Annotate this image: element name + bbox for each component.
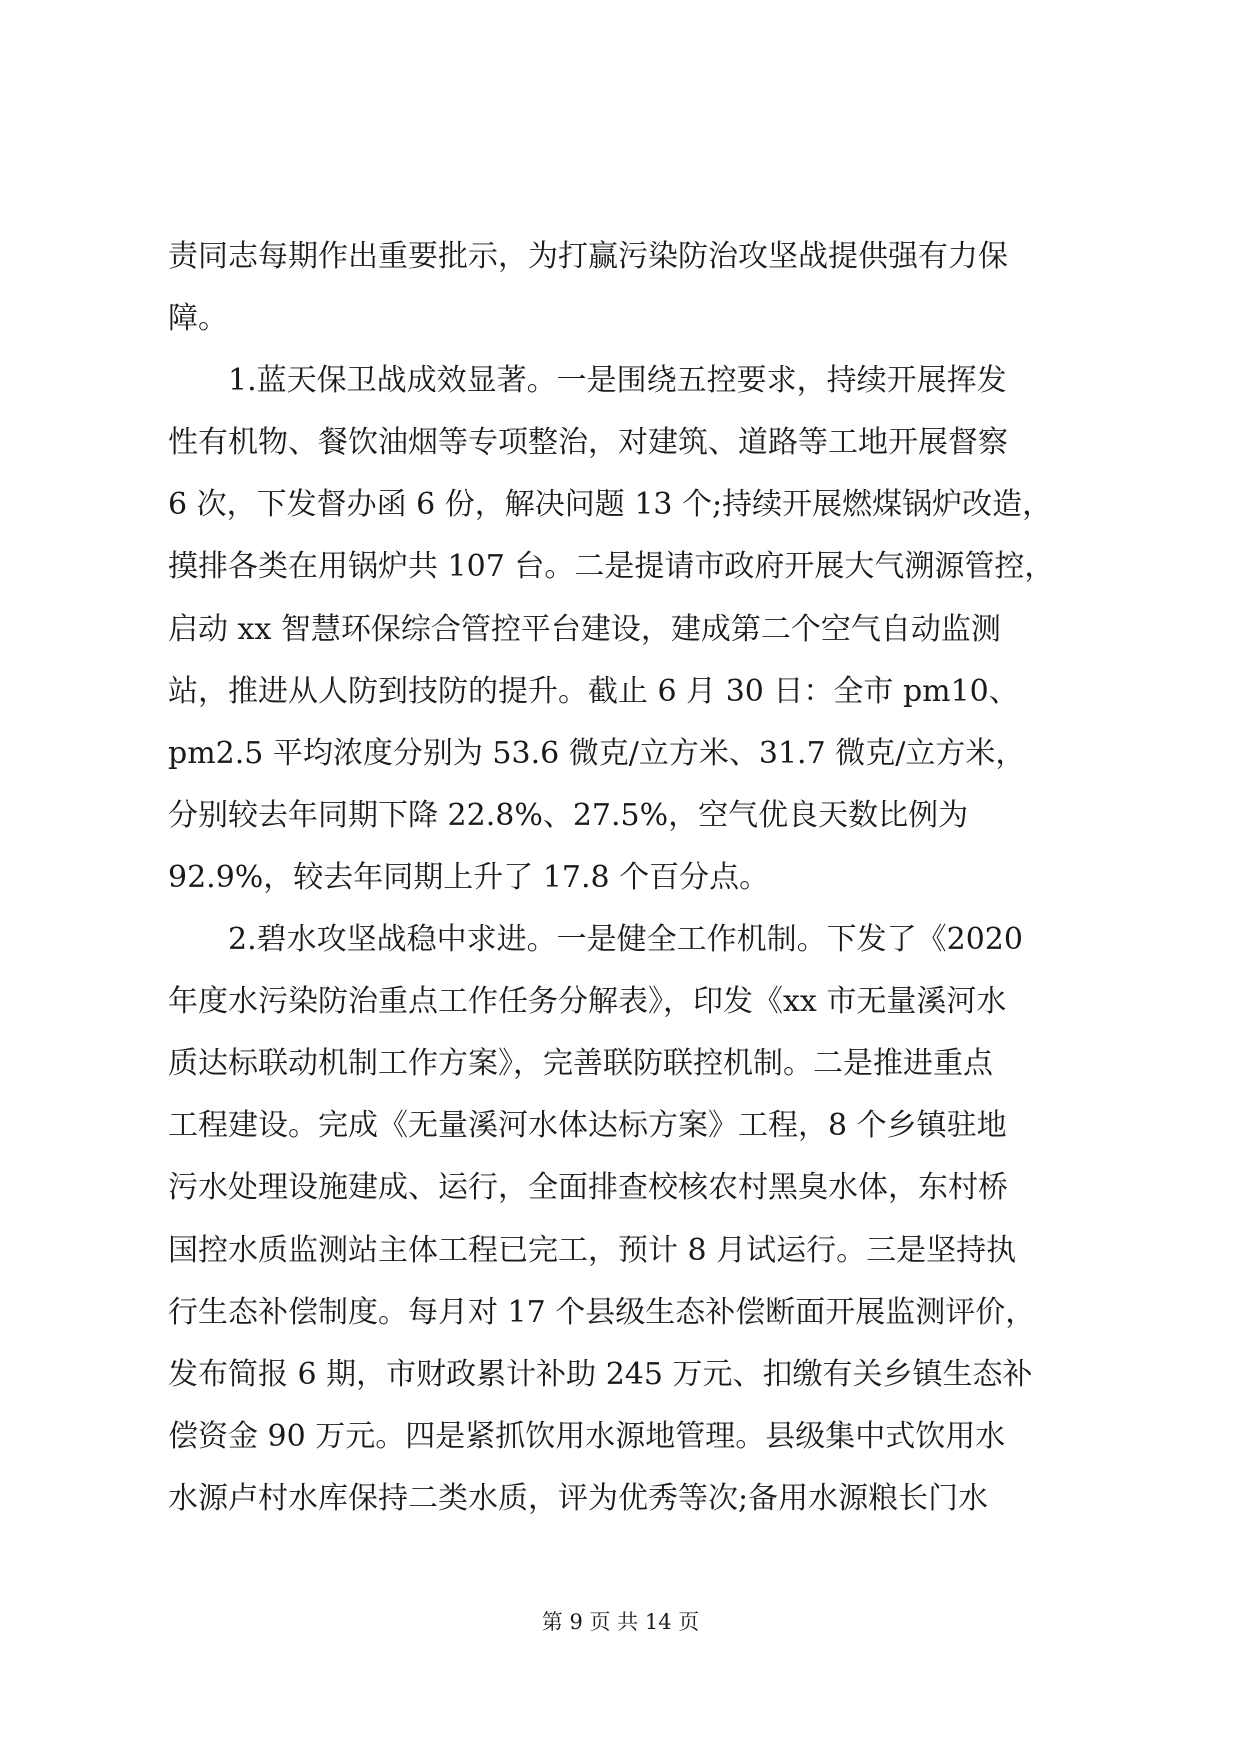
text-line: 6 次，下发督办函 6 份，解决问题 13 个;持续开展燃煤锅炉改造，	[168, 487, 1053, 523]
text-line: 年度水污染防治重点工作任务分解表》，印发《xx 市无量溪河水	[168, 984, 1007, 1020]
text-line: 1.蓝天保卫战成效显著。一是围绕五控要求，持续开展挥发	[168, 363, 1007, 399]
body-text	[168, 226, 1084, 1530]
text-line: 障。	[168, 301, 228, 337]
text-line: 国控水质监测站主体工程已完工，预计 8 月试运行。三是坚持执	[168, 1232, 1017, 1268]
text-line: 发布简报 6 期，市财政累计补助 245 万元、扣缴有关乡镇生态补	[168, 1356, 1033, 1392]
text-line: 2.碧水攻坚战稳中求进。一是健全工作机制。下发了《2020	[168, 922, 1023, 958]
text-line: 性有机物、餐饮油烟等专项整治，对建筑、道路等工地开展督察	[168, 425, 1008, 461]
text-line: 站，推进从人防到技防的提升。截止 6 月 30 日：全市 pm10、	[168, 673, 1019, 709]
text-line: pm2.5 平均浓度分别为 53.6 微克/立方米、31.7 微克/立方米，	[168, 735, 1026, 771]
page-footer: 第 9 页 共 14 页	[541, 1610, 700, 1634]
text-line: 工程建设。完成《无量溪河水体达标方案》工程，8 个乡镇驻地	[168, 1108, 1007, 1144]
text-line: 启动 xx 智慧环保综合管控平台建设，建成第二个空气自动监测	[168, 611, 1001, 647]
text-line: 水源卢村水库保持二类水质，评为优秀等次;备用水源粮长门水	[168, 1480, 989, 1516]
text-line: 分别较去年同期下降 22.8%、27.5%，空气优良天数比例为	[168, 797, 969, 833]
text-line: 92.9%，较去年同期上升了 17.8 个百分点。	[168, 859, 770, 895]
text-line: 质达标联动机制工作方案》，完善联防联控机制。二是推进重点	[168, 1046, 993, 1082]
text-line: 偿资金 90 万元。四是紧抓饮用水源地管理。县级集中式饮用水	[168, 1418, 1006, 1454]
text-line: 行生态补偿制度。每月对 17 个县级生态补偿断面开展监测评价，	[168, 1294, 1036, 1330]
text-line: 污水处理设施建成、运行，全面排查校核农村黑臭水体，东村桥	[168, 1170, 1008, 1206]
text-line: 摸排各类在用锅炉共 107 台。二是提请市政府开展大气溯源管控，	[168, 549, 1055, 585]
text-line: 责同志每期作出重要批示，为打赢污染防治攻坚战提供强有力保	[168, 239, 1008, 274]
